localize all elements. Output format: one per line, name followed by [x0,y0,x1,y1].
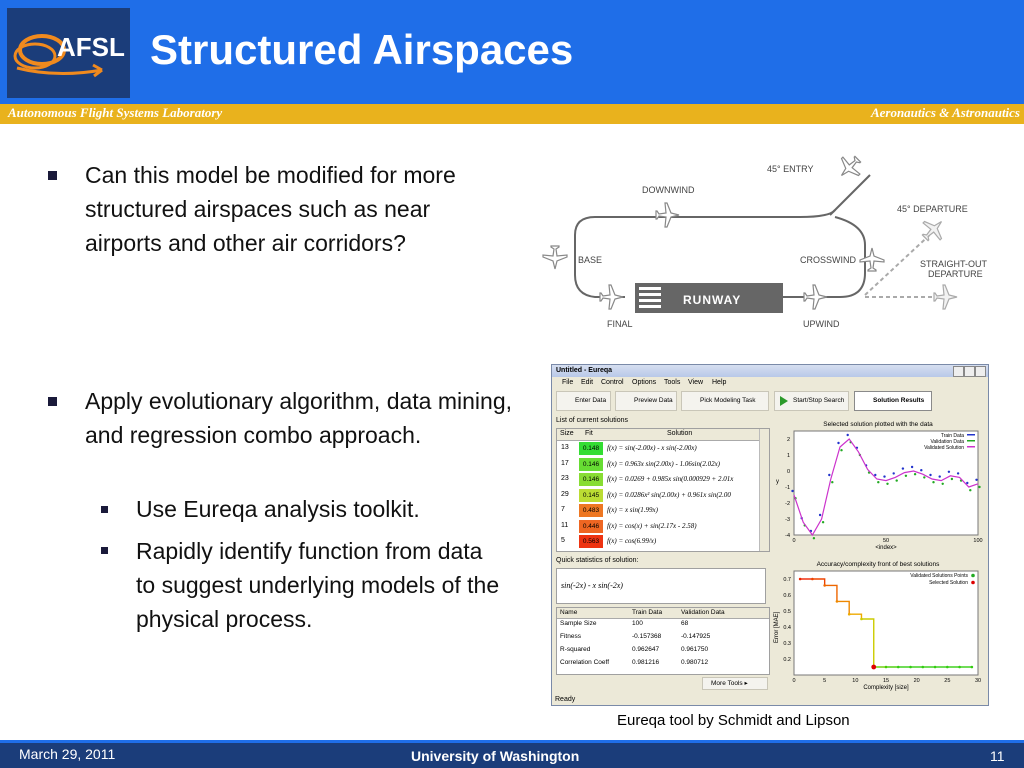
menu-view[interactable]: View [688,379,704,386]
chart2-solution-point [885,666,888,669]
label-straight-out: STRAIGHT-OUT [920,259,987,269]
chart2-xtick: 25 [944,678,951,684]
solution-row[interactable] [557,519,767,534]
solution-row[interactable] [557,472,767,487]
menu-file[interactable]: File [562,379,574,386]
solution-formula: f(x) = 0.0286x² sin(2.00x) + 0.961x sin(2.00 [607,490,731,499]
chart1-validation-point [923,476,925,478]
chart2-ytick: 0.2 [783,657,791,663]
department-name: Aeronautics & Astronautics [870,105,1020,120]
chart2-xtick: 0 [792,678,796,684]
chart1-validation-point [822,521,824,523]
solution-fit: 0.146 [579,473,603,486]
chart1-ytick: -4 [785,533,790,539]
stats-cell: -0.147925 [681,633,711,640]
chart1-validation-point [886,483,888,485]
chart2-solution-point [860,618,863,621]
chart1-ytick: -2 [785,501,790,507]
footer-date: March 29, 2011 [19,746,116,762]
status-text: Ready [555,696,576,703]
solution-fit: 0.145 [579,489,603,502]
chart2-ytick: 0.6 [783,593,791,599]
stats-cell: R-squared [560,646,591,653]
solution-fit: 0.483 [579,504,603,517]
menu-control[interactable]: Control [601,379,624,386]
minimize-button[interactable] [953,366,964,377]
chart1-validation-point [877,481,879,483]
chart2-ylabel: Error [MAE] [774,611,780,643]
stats-cell: -0.157368 [632,633,662,640]
quick-stats-label: Quick statistics of solution: [556,557,639,564]
solution-row[interactable] [557,503,767,518]
chart2-solution-point [946,666,949,669]
chart1-legend-swatch [967,440,975,442]
maximize-button[interactable] [964,366,975,377]
chart1-train-point [893,472,895,474]
label-departure45: 45° DEPARTURE [897,204,968,214]
chart1-validation-point [969,489,971,491]
solution-formula: f(x) = sin(-2.00x) - x sin(-2.00x) [607,444,697,452]
chart1-train-point [920,469,922,471]
more-tools-button[interactable]: More Tools ▸ [702,677,768,690]
menu-bar [552,378,988,389]
label-crosswind: CROSSWIND [800,255,856,265]
chart1-train-point [819,514,821,516]
solution-formula: f(x) = cos(x) + sin(2.17x - 2.58) [607,521,697,530]
solution-formula: f(x) = x sin(1.99x) [607,506,658,514]
chart1-xtick: 0 [792,538,796,544]
chart2-solution-point [958,666,961,669]
window-titlebar [552,365,988,377]
column-header-size[interactable]: Size [560,430,574,437]
chart2-xtick: 5 [823,678,827,684]
chart1-legend-swatch [967,446,975,448]
chart1-validation-point [932,481,934,483]
chart2-xtick: 10 [852,678,859,684]
chart2-solution-point [811,578,814,581]
stats-row [557,633,757,643]
base-final-leg [575,235,625,297]
preview-data-button[interactable]: Preview Data [615,391,677,411]
sub-bullet-marker [101,547,108,554]
chart1-train-point [948,471,950,473]
menu-tools[interactable]: Tools [664,379,681,386]
accuracy-complexity-plot [770,557,986,695]
solution-size: 13 [561,444,569,451]
label-departure: DEPARTURE [928,269,983,279]
solutions-label: List of current solutions [556,417,628,424]
chart1-validation-point [840,449,842,451]
stats-cell: Sample Size [560,620,597,627]
chart1-train-point [847,434,849,436]
chart1-title: Selected solution plotted with the data [823,421,933,428]
entry-leg [830,175,870,215]
solutions-rows [557,441,757,551]
menu-edit[interactable]: Edit [581,379,594,386]
logo-text: AFSL [57,32,125,62]
chart1-train-point [902,467,904,469]
eureqa-window [551,364,989,706]
chart1-train-point [957,472,959,474]
sub-bullet-marker [101,506,108,513]
label-final: FINAL [607,319,633,329]
chart2-title: Accuracy/complexity front of best solutions [816,561,940,568]
chart2-solution-point [922,666,925,669]
chart1-legend-label: Validated Solution [924,445,964,451]
chart1-legend-label: Train Data [940,433,964,439]
chart1-train-point [791,490,793,492]
chart2-ytick: 0.4 [783,625,791,631]
solution-size: 29 [561,490,569,498]
chart2-solution-point [897,666,900,669]
start-stop-search-button[interactable]: Start/Stop Search [774,391,849,411]
caption: Eureqa tool by Schmidt and Lipson [617,712,850,729]
stats-header-name: Name [560,609,578,616]
play-icon [780,396,788,406]
chart2-solution-point [934,666,937,669]
solution-row[interactable] [557,457,767,472]
chart1-train-point [939,475,941,477]
chart2-solution-point [823,584,826,587]
solution-size: 23 [561,475,569,482]
chart1-validation-point [905,475,907,477]
label-downwind: DOWNWIND [642,185,695,195]
solution-fit: 0.563 [579,535,603,548]
close-button[interactable] [975,366,986,377]
chart2-ytick: 0.5 [783,609,791,615]
footer-divider [0,740,1024,743]
bullet-marker [48,171,57,180]
chart2-xlabel: Complexity [size] [863,685,909,691]
chart1-ytick: -1 [785,485,790,491]
chart2-solution-point [909,666,912,669]
bullet-text: Apply evolutionary algorithm, data mining, and regression combo approach. [85,388,513,448]
solution-size: 5 [561,537,565,544]
column-header-solution[interactable]: Solution [667,430,693,437]
solution-fit: 0.146 [579,458,603,471]
chart1-ytick: 0 [786,469,790,475]
label-entry: 45° ENTRY [767,164,814,174]
column-header-fit[interactable]: Fit [585,430,593,437]
chart2-ytick: 0.7 [783,577,791,583]
bullet-marker [48,397,57,406]
page-title: Structured Airspaces [150,26,574,73]
chart1-ytick: 1 [786,453,790,459]
solutions-list[interactable] [556,428,770,552]
solution-formula: f(x) = cos(6.99/x) [607,537,657,545]
chart2-solution-point [971,666,974,669]
footer-organization: University of Washington [411,748,580,764]
chart2-solution-point [848,613,851,616]
stats-row [557,646,757,656]
menu-options[interactable]: Options [632,379,657,386]
solution-fit: 0.446 [579,520,603,533]
stats-cell: 100 [632,620,643,627]
chart2-legend-label: Selected Solution [929,580,968,586]
chart2-selected-point [871,665,876,670]
chart1-validation-point [951,478,953,480]
solution-plot [770,417,986,555]
quick-formula: sin(-2x) - x sin(-2x) [561,581,623,590]
chart1-legend-swatch [967,434,975,436]
chart1-ylabel: y [776,479,779,485]
runway-label: RUNWAY [683,293,742,307]
stats-cell: 0.961750 [681,646,709,653]
stats-cell: 0.962647 [632,646,660,653]
chart2-legend-label: Validated Solutions Points [910,573,968,579]
stats-cell: 0.981216 [632,659,660,666]
downwind-leg [575,210,835,235]
stats-table [556,607,770,675]
chart1-validation-point [942,483,944,485]
chart2-xtick: 20 [913,678,920,684]
pick-modeling-task-button[interactable]: Pick Modeling Task [681,391,769,411]
stats-cell: 0.980712 [681,659,709,666]
chart1-train-point [837,442,839,444]
chart1-validation-point [896,479,898,481]
solution-size: 11 [561,521,569,529]
quick-formula-box [556,568,766,604]
chart1-train-point [975,479,977,481]
chart1-xlabel: <index> [875,545,897,551]
chart2-solution-point [836,600,839,603]
label-base: BASE [578,255,603,265]
sub-bullet-text: Use Eureqa analysis toolkit. [136,496,420,522]
chart1-validation-point [978,486,980,488]
chart1-train-point [929,474,931,476]
stats-row [557,659,757,669]
chart2-ytick: 0.3 [783,641,791,647]
solution-formula: f(x) = 0.963x sin(2.00x) - 1.06sin(2.02x) [607,459,721,468]
stats-header-validation: Validation Data [681,609,725,616]
chart1-validation-point [831,481,833,483]
chart2-xtick: 15 [882,678,890,684]
stats-cell: Fitness [560,633,581,640]
chart2-legend-marker [971,581,975,585]
solution-size: 17 [561,459,569,467]
chart2-xtick: 30 [974,678,982,684]
stats-cell: Correlation Coeff [560,659,610,666]
stats-rows [557,619,757,675]
chart1-ytick: 2 [786,437,790,443]
chart2-legend-marker [971,574,975,578]
solution-row[interactable] [557,441,767,456]
afsl-logo [7,8,130,98]
solution-formula: f(x) = 0.0269 + 0.985x sin(0.000929 + 2.01x [607,475,734,483]
chart1-train-point [828,474,830,476]
enter-data-button[interactable]: Enter Data [556,391,611,411]
bullet-text: Can this model be modified for more structured airspaces such as near airports and other air corridors? [85,162,456,256]
stats-header-train: Train Data [632,609,663,616]
sub-bullet-text: Rapidly identify function from data to suggest underlying models of the physical process. [136,538,500,632]
solution-results-tab[interactable]: Solution Results [854,391,932,411]
chart1-validation-point [914,473,916,475]
chart1-xtick: 50 [882,538,890,544]
chart2-plot-area [794,571,978,675]
chart1-ytick: -3 [785,517,790,523]
solution-size: 7 [561,506,565,513]
chart1-validation-point [813,537,815,539]
chart1-legend-label: Validation Data [930,439,964,445]
solutions-scrollbar[interactable] [759,429,769,551]
stats-row [557,620,757,630]
page-number: 11 [990,748,1005,764]
traffic-pattern-diagram [535,145,1005,335]
chart1-train-point [883,475,885,477]
window-title: Untitled - Eureqa [556,367,613,374]
chart1-train-point [911,466,913,468]
stats-cell: 68 [681,620,689,627]
solution-row[interactable] [557,534,767,549]
solution-row[interactable] [557,488,767,503]
solution-fit: 0.148 [579,442,603,455]
label-upwind: UPWIND [803,319,840,329]
menu-help[interactable]: Help [712,379,727,386]
chart1-xtick: 100 [973,538,983,544]
lab-name: Autonomous Flight Systems Laboratory [8,105,223,120]
chart2-solution-point [799,578,802,581]
